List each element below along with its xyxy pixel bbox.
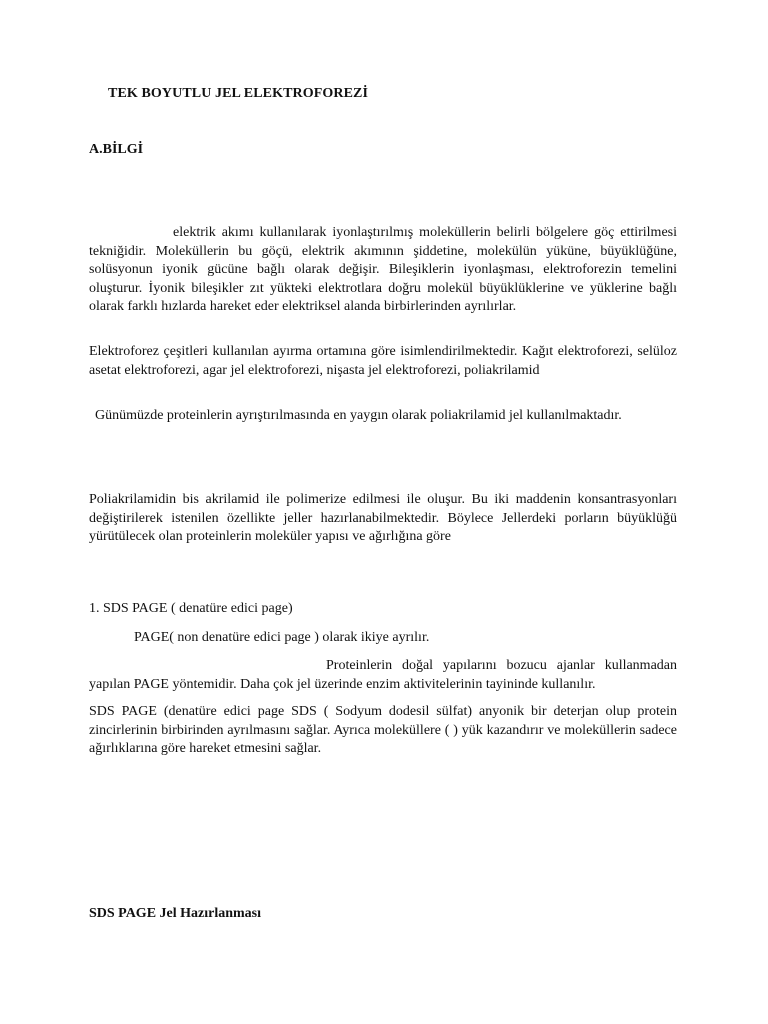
section-heading-bilgi: A.BİLGİ bbox=[89, 142, 144, 157]
paragraph-polyacrylamide-gel: Poliakrilamidin bis akrilamid ile polimerize edilmesi ile oluşur. Bu iki maddenin konsantrasyonları değiştirilerek istenilen özellikte jeller hazırlanabilmektedir. Böylece Jellerdeki porların büyüklüğü yürütülecek olan proteinlerin moleküler yapısı ve ağırlığına göre bbox=[89, 492, 677, 545]
paragraph-native-page: Proteinlerin doğal yapılarını bozucu ajanlar kullanmadan yapılan PAGE yöntemidir. Daha çok jel üzerinde enzim aktivitelerinin tayininde kullanılır. bbox=[89, 658, 677, 692]
section-heading-sds-gel: SDS PAGE Jel Hazırlanması bbox=[89, 906, 262, 921]
list-item-native-page: PAGE( non denatüre edici page ) olarak ikiye ayrılır. bbox=[134, 630, 430, 645]
document-title: TEK BOYUTLU JEL ELEKTROFOREZİ bbox=[108, 86, 369, 101]
paragraph-polyacrylamide-usage: Günümüzde proteinlerin ayrıştırılmasında en yaygın olarak poliakrilamid jel kullanılmaktadır. bbox=[95, 408, 622, 423]
paragraph-electrophoresis-types: Elektroforez çeşitleri kullanılan ayırma ortamına göre isimlendirilmektedir. Kağıt elektroforezi, selüloz asetat elektroforezi, agar jel elektroforezi, nişasta jel elektroforezi, poliakrilamid bbox=[89, 344, 677, 378]
paragraph-sds-page: SDS PAGE (denatüre edici page SDS ( Sodyum dodesil sülfat) anyonik bir deterjan olup protein zincirlerinin birbirinden ayrılmasını sağlar. Ayrıca moleküllere ( ) yük kazandırır ve moleküllerin sadece ağırlıklarına göre hareket etmesini sağlar. bbox=[89, 704, 677, 757]
list-item-sds-page: 1. SDS PAGE ( denatüre edici page) bbox=[89, 601, 293, 616]
paragraph-electrophoresis-definition: elektrik akımı kullanılarak iyonlaştırılmış moleküllerin belirli bölgelere göç ettirilmesi tekniğidir. Moleküllerin bu göçü, elektrik akımının şiddetine, molekülün yüküne, büyüklüğüne, solüsyonun iyonik gücüne bağlı olarak değişir. Bileşiklerin iyonlaşması, elektroforezin temelini oluşturur. İyonik bileşikler zıt yükteki elektrotlara doğru molekül büyüklüklerine ve yüklerine bağlı olarak farklı hızlarda hareket eder elektriksel alanda birbirlerinden ayrılırlar. bbox=[89, 225, 677, 315]
